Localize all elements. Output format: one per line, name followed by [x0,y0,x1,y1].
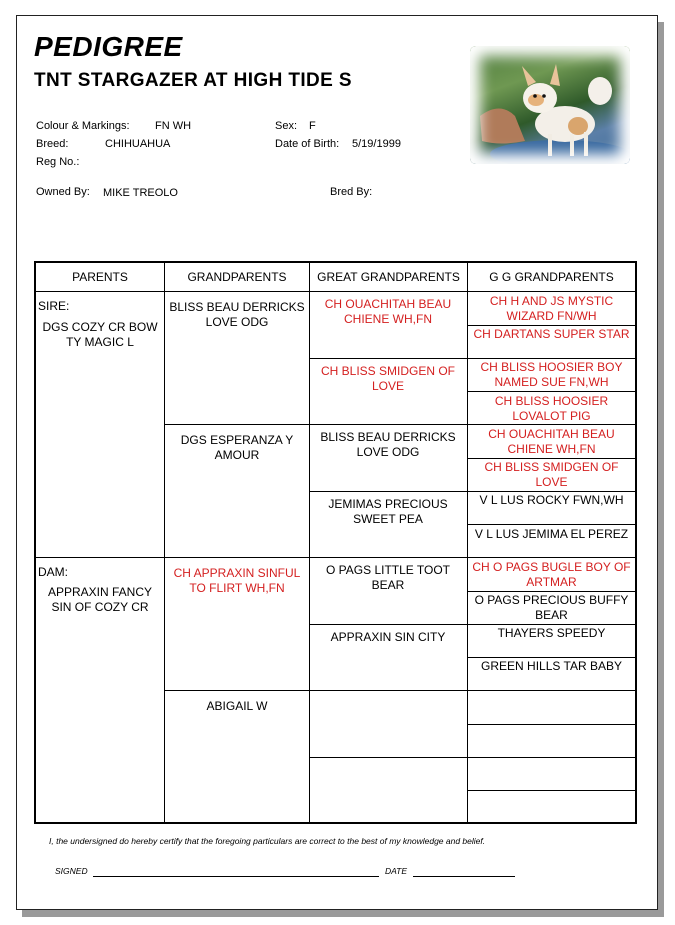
dam-label: DAM: [38,565,68,579]
gg-grandparent-cell: CH BLISS HOOSIER LOVALOT PIG [494,394,609,423]
certification-text: I, the undersigned do hereby certify that the foregoing particulars are correct to the best of my knowledge and belief. [49,836,486,846]
gg-grandparent-cell: O PAGS PRECIOUS BUFFY BEAR [474,593,629,622]
sex-label: Sex: [275,120,298,132]
pedigree-document [16,15,658,910]
dog-photo [470,46,630,164]
great-grandparent-cell: BLISS BEAU DERRICKS LOVE ODG [320,430,456,459]
header-parents: PARENTS [72,270,128,284]
header-great-grandparents: GREAT GRANDPARENTS [317,270,460,284]
great-grandparent-cell: O PAGS LITTLE TOOT BEAR [325,563,451,592]
great-grandparent-cell: APPRAXIN SIN CITY [330,630,446,644]
colour-value: FN WH [155,120,192,132]
gg-grandparent-cell: GREEN HILLS TAR BABY [481,659,622,673]
bred-by-label: Bred By: [330,186,373,198]
great-grandparent-cell: CH OUACHITAH BEAU CHIENE WH,FN [324,297,452,326]
owned-by-label: Owned By: [36,186,90,198]
signature-line [93,876,379,877]
pedigree-table [34,261,637,824]
reg-label: Reg No.: [36,156,80,168]
header-gg-grandparents: G G GRANDPARENTS [489,270,614,284]
date-line [413,876,515,877]
grandparent-cell: BLISS BEAU DERRICKS LOVE ODG [169,300,305,329]
grandparent-cell: DGS ESPERANZA Y AMOUR [180,433,294,462]
sire-label: SIRE: [38,299,70,313]
colour-label: Colour & Markings: [36,120,130,132]
gg-grandparent-cell: CH BLISS SMIDGEN OF LOVE [484,460,619,489]
great-grandparent-cell: CH BLISS SMIDGEN OF LOVE [320,364,456,393]
gg-grandparent-cell: CH OUACHITAH BEAU CHIENE WH,FN [488,427,615,456]
gg-grandparent-cell: CH O PAGS BUGLE BOY OF ARTMAR [472,560,631,589]
dog-name: TNT STARGAZER AT HIGH TIDE S [34,70,353,91]
gg-grandparent-cell: THAYERS SPEEDY [497,626,606,640]
great-grandparent-cell: JEMIMAS PRECIOUS SWEET PEA [328,497,448,526]
gg-grandparent-cell: V L LUS ROCKY FWN,WH [479,493,624,507]
grandparent-cell: ABIGAIL W [206,699,268,713]
gg-grandparent-cell: V L LUS JEMIMA EL PEREZ [474,527,629,541]
gg-grandparent-cell: CH DARTANS SUPER STAR [473,327,630,341]
signed-label: SIGNED [55,866,88,876]
date-label: DATE [385,866,408,876]
gg-grandparent-cell: CH BLISS HOOSIER BOY NAMED SUE FN,WH [480,360,623,389]
document-title: PEDIGREE [34,31,183,62]
sire-name: DGS COZY CR BOW TY MAGIC L [42,320,158,349]
header-grandparents: GRANDPARENTS [187,270,287,284]
breed-value: CHIHUAHUA [105,138,171,150]
gg-grandparent-cell: CH H AND JS MYSTIC WIZARD FN/WH [489,294,614,323]
dam-name: APPRAXIN FANCY SIN OF COZY CR [47,585,153,614]
breed-label: Breed: [36,138,69,150]
owned-by-value: MIKE TREOLO [103,187,178,199]
grandparent-cell: CH APPRAXIN SINFUL TO FLIRT WH,FN [173,566,301,595]
dob-label: Date of Birth: [275,138,340,150]
dob-value: 5/19/1999 [352,138,401,150]
sex-value: F [309,120,316,132]
